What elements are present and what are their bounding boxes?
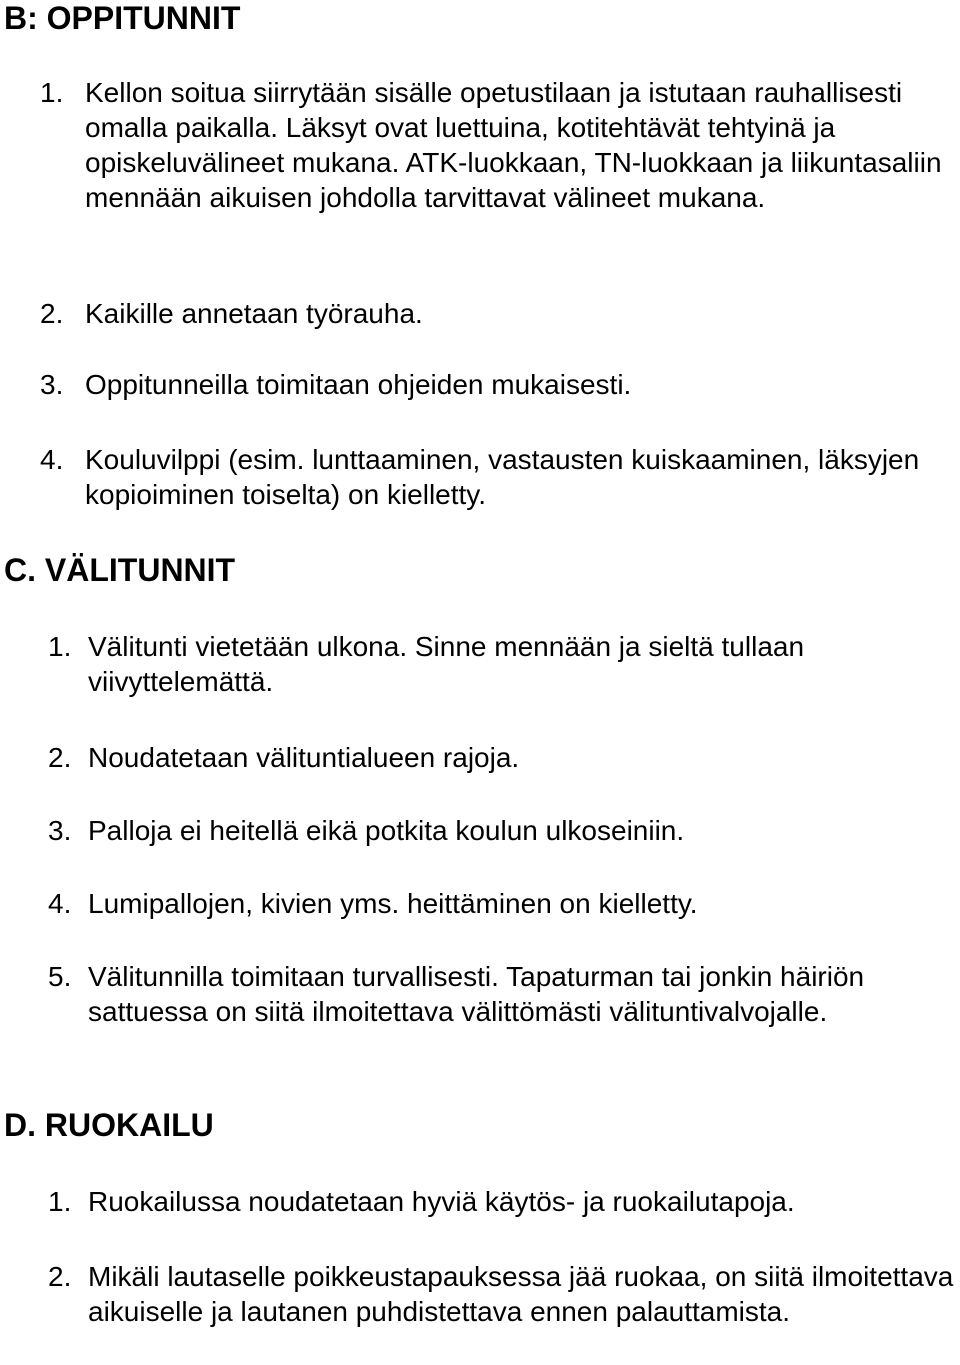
list-item [48,813,955,848]
list-item-number: 2. [48,742,72,773]
list-item-number: 5. [48,961,72,992]
section-heading-valitunnit: C. VÄLITUNNIT [4,552,236,588]
list-item-number: 3. [48,815,72,846]
list-item-number: 4. [48,888,72,919]
list-item-text: Ruokailussa noudatetaan hyviä käytös- ja ruokailutapoja. [88,1186,795,1217]
list-item [40,442,955,512]
section-heading-ruokailu: D. RUOKAILU [4,1107,214,1143]
list-item [40,296,955,331]
list-item-text: Kaikille annetaan työrauha. [85,298,423,329]
list-item-text: Oppitunneilla toimitaan ohjeiden mukaisesti. [85,369,632,400]
list-item [48,1184,955,1219]
list-item-number: 2. [48,1261,72,1292]
list-item-number: 4. [40,444,64,475]
list-item [48,959,955,1029]
list-item-text: Mikäli lautaselle poikkeustapauksessa jää ruokaa, on siitä ilmoitettava aikuiselle ja lautanen puhdistettava ennen palauttamista. [88,1261,954,1327]
list-item [48,740,955,775]
list-item [40,75,955,215]
list-item-number: 1. [48,1186,72,1217]
list-item [48,1259,955,1329]
list-item [48,629,955,699]
list-item-number: 1. [40,77,64,108]
list-item-text: Välitunti vietetään ulkona. Sinne mennään ja sieltä tullaan viivyttelemättä. [88,631,805,697]
list-item-text: Kellon soitua siirrytään sisälle opetustilaan ja istutaan rauhallisesti omalla paikalla. Läksyt ovat luettuina, kotitehtävät tehtyinä ja opiskeluvälineet mukana. ATK-luokkaan, TN-luokkaan ja liikuntasaliin mennään aikuisen johdolla tarvittavat välineet mukana. [85,77,942,213]
list-item-number: 2. [40,298,64,329]
section-heading-oppitunnit: B: OPPITUNNIT [4,0,241,36]
list-item [48,886,955,921]
list-item-text: Välitunnilla toimitaan turvallisesti. Tapaturman tai jonkin häiriön sattuessa on siitä ilmoitettava välittömästi välituntivalvojalle. [88,961,865,1027]
list-item-text: Kouluvilppi (esim. lunttaaminen, vastausten kuiskaaminen, läksyjen kopioiminen toiselta) on kielletty. [85,444,920,510]
list-item-text: Palloja ei heitellä eikä potkita koulun ulkoseiniin. [88,815,685,846]
list-item [40,367,955,402]
list-item-text: Noudatetaan välituntialueen rajoja. [88,742,520,773]
list-item-text: Lumipallojen, kivien yms. heittäminen on kielletty. [88,888,698,919]
list-item-number: 1. [48,631,72,662]
list-item-number: 3. [40,369,64,400]
